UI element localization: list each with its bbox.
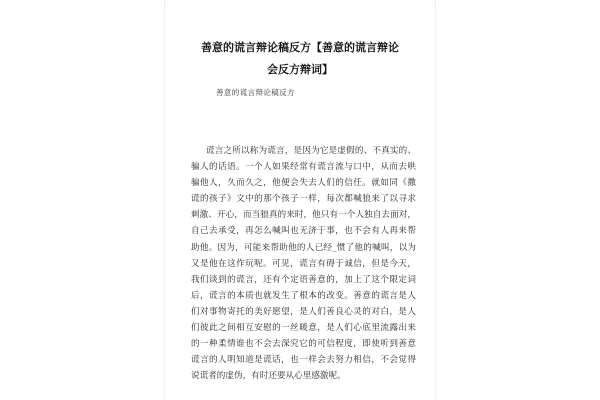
body-line: 刺激、开心，而当狼真的来时，他只有一个人独自去面对，: [191, 210, 416, 221]
body-line: 们彼此之间相互安慰的一丝暖意，是人们心底里流露出来: [191, 323, 416, 334]
body-line: 谎言之所以称为谎言，是因为它是虚假的、不真实的、: [206, 146, 416, 156]
document-subtitle: 善意的谎言辩论稿反方: [216, 88, 295, 97]
body-line: 我们谈到的谎言，还有个定语善意的，加上了这个限定词: [191, 274, 416, 285]
body-line: 谎的孩子》文中的那个孩子一样，每次都喊狼来了以寻求: [191, 194, 416, 205]
document-page: [164, 0, 436, 400]
body-line: 又是他在这作玩呢。可见，谎言有碍于诚信，但是今天，: [191, 258, 416, 269]
body-line: 的一种柔情谁也不会去深究它的可信程度，即使听到善意: [191, 339, 416, 350]
document-title: [165, 37, 435, 81]
body-line: 谎言的人明知道是谎话，也一样会去努力相信，不会觉得: [191, 355, 416, 366]
body-line: 后，谎言的本质也就发生了根本的改变。善意的谎言是人: [191, 290, 416, 301]
body-line: 们对事物寄托的美好愿望，是人们善良心灵的对白，是人: [191, 306, 416, 317]
document-title-line: 善意的谎言辩论稿反方【善意的谎言辩论: [201, 41, 399, 54]
body-line: 骗他人，久而久之，他便会失去人们的信任。就如同《撒: [191, 178, 416, 189]
body-line: 自己去承受，再怎么喊叫也无济于事，也不会有人再来帮: [191, 226, 416, 237]
document-title-line: 会反方辩词】: [267, 63, 333, 76]
body-line: 助他。因为，可能来帮助他的人已经_惯了他的喊叫，以为: [191, 242, 416, 253]
body-line: 骗人的话语。一个人如果经常有谎言流与口中，从而去哄: [191, 162, 416, 173]
document-body: [191, 143, 416, 384]
body-line: 说谎者的虚伪，有时还要从心里感激呢。: [191, 371, 346, 382]
